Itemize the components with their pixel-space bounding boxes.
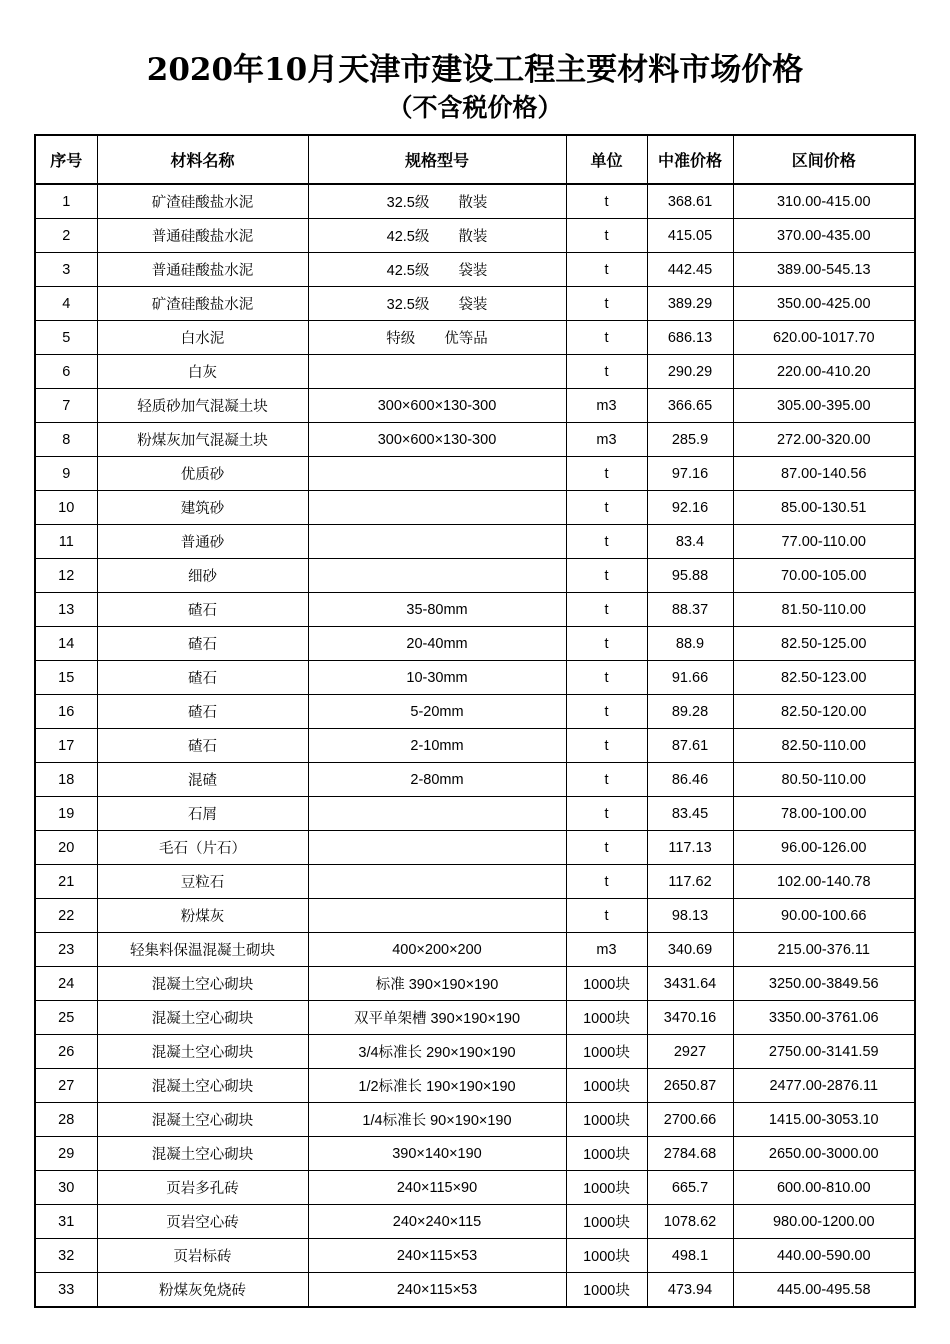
table-row (35, 1239, 915, 1273)
cell-material-name: 普通硅酸盐水泥 (97, 253, 308, 287)
table-row (35, 1205, 915, 1239)
cell-no: 32 (35, 1239, 97, 1273)
cell-unit: 1000块 (566, 1239, 647, 1273)
cell-unit: t (566, 661, 647, 695)
cell-spec: 2-80mm (308, 763, 566, 797)
cell-unit: m3 (566, 389, 647, 423)
cell-reference-price: 340.69 (647, 933, 733, 967)
cell-no: 26 (35, 1035, 97, 1069)
cell-reference-price: 498.1 (647, 1239, 733, 1273)
table-row (35, 899, 915, 933)
cell-reference-price: 3431.64 (647, 967, 733, 1001)
cell-spec (308, 865, 566, 899)
column-header-range: 区间价格 (733, 135, 915, 184)
cell-no: 2 (35, 219, 97, 253)
cell-price-range: 82.50-125.00 (733, 627, 915, 661)
cell-spec (308, 831, 566, 865)
cell-spec (308, 559, 566, 593)
cell-unit: m3 (566, 933, 647, 967)
cell-spec (308, 355, 566, 389)
cell-material-name: 轻集料保温混凝土砌块 (97, 933, 308, 967)
cell-reference-price: 2784.68 (647, 1137, 733, 1171)
cell-material-name: 优质砂 (97, 457, 308, 491)
cell-unit: t (566, 457, 647, 491)
cell-spec: 2-10mm (308, 729, 566, 763)
cell-reference-price: 83.45 (647, 797, 733, 831)
table-row (35, 865, 915, 899)
cell-spec: 300×600×130-300 (308, 423, 566, 457)
cell-no: 6 (35, 355, 97, 389)
table-row (35, 457, 915, 491)
cell-no: 18 (35, 763, 97, 797)
page-title: 2020年10月天津市建设工程主要材料市场价格 (146, 52, 804, 88)
cell-material-name: 页岩多孔砖 (97, 1171, 308, 1205)
price-table (34, 134, 916, 1308)
cell-price-range: 2650.00-3000.00 (733, 1137, 915, 1171)
cell-no: 20 (35, 831, 97, 865)
cell-reference-price: 95.88 (647, 559, 733, 593)
cell-spec: 240×240×115 (308, 1205, 566, 1239)
cell-price-range: 370.00-435.00 (733, 219, 915, 253)
table-row (35, 1273, 915, 1308)
cell-spec: 3/4标准长 290×190×190 (308, 1035, 566, 1069)
cell-reference-price: 665.7 (647, 1171, 733, 1205)
cell-spec: 特级 优等品 (308, 321, 566, 355)
cell-price-range: 96.00-126.00 (733, 831, 915, 865)
cell-price-range: 82.50-120.00 (733, 695, 915, 729)
cell-material-name: 碴石 (97, 695, 308, 729)
cell-price-range: 82.50-110.00 (733, 729, 915, 763)
cell-reference-price: 92.16 (647, 491, 733, 525)
table-row (35, 491, 915, 525)
table-row (35, 763, 915, 797)
cell-price-range: 85.00-130.51 (733, 491, 915, 525)
cell-no: 27 (35, 1069, 97, 1103)
cell-material-name: 细砂 (97, 559, 308, 593)
page-subtitle: （不含税价格） (387, 93, 563, 122)
cell-material-name: 混凝土空心砌块 (97, 1103, 308, 1137)
cell-material-name: 石屑 (97, 797, 308, 831)
cell-material-name: 碴石 (97, 729, 308, 763)
cell-price-range: 272.00-320.00 (733, 423, 915, 457)
cell-reference-price: 2927 (647, 1035, 733, 1069)
cell-reference-price: 83.4 (647, 525, 733, 559)
cell-material-name: 白灰 (97, 355, 308, 389)
cell-unit: t (566, 797, 647, 831)
table-row (35, 423, 915, 457)
cell-spec: 35-80mm (308, 593, 566, 627)
cell-no: 17 (35, 729, 97, 763)
cell-spec: 10-30mm (308, 661, 566, 695)
cell-reference-price: 285.9 (647, 423, 733, 457)
cell-spec: 42.5级 散装 (308, 219, 566, 253)
cell-spec: 42.5级 袋装 (308, 253, 566, 287)
cell-no: 3 (35, 253, 97, 287)
cell-price-range: 102.00-140.78 (733, 865, 915, 899)
table-row (35, 184, 915, 219)
column-header-price: 中准价格 (647, 135, 733, 184)
cell-reference-price: 473.94 (647, 1273, 733, 1308)
cell-no: 11 (35, 525, 97, 559)
cell-price-range: 215.00-376.11 (733, 933, 915, 967)
table-row (35, 253, 915, 287)
cell-unit: 1000块 (566, 1035, 647, 1069)
table-row (35, 1001, 915, 1035)
cell-material-name: 粉煤灰 (97, 899, 308, 933)
cell-unit: 1000块 (566, 1137, 647, 1171)
cell-unit: m3 (566, 423, 647, 457)
cell-unit: 1000块 (566, 1001, 647, 1035)
cell-material-name: 混凝土空心砌块 (97, 1069, 308, 1103)
cell-unit: 1000块 (566, 1171, 647, 1205)
cell-no: 13 (35, 593, 97, 627)
cell-reference-price: 686.13 (647, 321, 733, 355)
cell-material-name: 豆粒石 (97, 865, 308, 899)
cell-material-name: 矿渣硅酸盐水泥 (97, 287, 308, 321)
cell-unit: t (566, 729, 647, 763)
cell-material-name: 普通硅酸盐水泥 (97, 219, 308, 253)
column-header-name: 材料名称 (97, 135, 308, 184)
cell-no: 28 (35, 1103, 97, 1137)
cell-price-range: 620.00-1017.70 (733, 321, 915, 355)
table-row (35, 627, 915, 661)
cell-spec: 标准 390×190×190 (308, 967, 566, 1001)
cell-material-name: 碴石 (97, 593, 308, 627)
cell-reference-price: 86.46 (647, 763, 733, 797)
cell-reference-price: 1078.62 (647, 1205, 733, 1239)
cell-unit: 1000块 (566, 967, 647, 1001)
table-row (35, 933, 915, 967)
cell-reference-price: 415.05 (647, 219, 733, 253)
cell-spec: 240×115×53 (308, 1239, 566, 1273)
cell-price-range: 220.00-410.20 (733, 355, 915, 389)
cell-spec: 双平单架槽 390×190×190 (308, 1001, 566, 1035)
cell-spec (308, 457, 566, 491)
table-row (35, 1137, 915, 1171)
cell-unit: t (566, 253, 647, 287)
cell-spec: 32.5级 散装 (308, 184, 566, 219)
cell-spec: 20-40mm (308, 627, 566, 661)
cell-spec: 32.5级 袋装 (308, 287, 566, 321)
cell-no: 29 (35, 1137, 97, 1171)
column-header-spec: 规格型号 (308, 135, 566, 184)
cell-no: 9 (35, 457, 97, 491)
cell-reference-price: 2700.66 (647, 1103, 733, 1137)
table-row (35, 661, 915, 695)
cell-reference-price: 368.61 (647, 184, 733, 219)
table-body (35, 184, 915, 1307)
cell-reference-price: 117.62 (647, 865, 733, 899)
cell-no: 31 (35, 1205, 97, 1239)
cell-price-range: 87.00-140.56 (733, 457, 915, 491)
cell-material-name: 混凝土空心砌块 (97, 1035, 308, 1069)
cell-price-range: 600.00-810.00 (733, 1171, 915, 1205)
table-header-row (35, 135, 915, 184)
cell-material-name: 碴石 (97, 627, 308, 661)
table-row (35, 1103, 915, 1137)
table-row (35, 797, 915, 831)
cell-no: 25 (35, 1001, 97, 1035)
cell-price-range: 82.50-123.00 (733, 661, 915, 695)
table-row (35, 219, 915, 253)
table-row (35, 593, 915, 627)
cell-material-name: 混凝土空心砌块 (97, 1137, 308, 1171)
cell-price-range: 80.50-110.00 (733, 763, 915, 797)
cell-unit: t (566, 184, 647, 219)
cell-no: 21 (35, 865, 97, 899)
cell-spec: 240×115×90 (308, 1171, 566, 1205)
cell-no: 23 (35, 933, 97, 967)
cell-spec (308, 525, 566, 559)
cell-reference-price: 117.13 (647, 831, 733, 865)
cell-spec: 240×115×53 (308, 1273, 566, 1308)
cell-material-name: 轻质砂加气混凝土块 (97, 389, 308, 423)
table-row (35, 287, 915, 321)
cell-price-range: 305.00-395.00 (733, 389, 915, 423)
cell-unit: t (566, 593, 647, 627)
cell-no: 24 (35, 967, 97, 1001)
cell-reference-price: 97.16 (647, 457, 733, 491)
cell-unit: t (566, 627, 647, 661)
cell-unit: t (566, 695, 647, 729)
cell-spec (308, 491, 566, 525)
cell-material-name: 普通砂 (97, 525, 308, 559)
table-row (35, 967, 915, 1001)
table-row (35, 559, 915, 593)
cell-unit: t (566, 491, 647, 525)
cell-price-range: 90.00-100.66 (733, 899, 915, 933)
cell-reference-price: 89.28 (647, 695, 733, 729)
cell-no: 14 (35, 627, 97, 661)
cell-price-range: 1415.00-3053.10 (733, 1103, 915, 1137)
table-row (35, 389, 915, 423)
cell-no: 12 (35, 559, 97, 593)
cell-price-range: 77.00-110.00 (733, 525, 915, 559)
cell-unit: t (566, 355, 647, 389)
cell-material-name: 碴石 (97, 661, 308, 695)
cell-spec (308, 797, 566, 831)
cell-spec: 1/4标准长 90×190×190 (308, 1103, 566, 1137)
cell-material-name: 混凝土空心砌块 (97, 1001, 308, 1035)
cell-spec: 400×200×200 (308, 933, 566, 967)
cell-unit: t (566, 219, 647, 253)
cell-reference-price: 442.45 (647, 253, 733, 287)
cell-no: 5 (35, 321, 97, 355)
cell-material-name: 页岩空心砖 (97, 1205, 308, 1239)
cell-price-range: 2750.00-3141.59 (733, 1035, 915, 1069)
cell-reference-price: 91.66 (647, 661, 733, 695)
cell-price-range: 440.00-590.00 (733, 1239, 915, 1273)
cell-unit: t (566, 287, 647, 321)
cell-material-name: 粉煤灰免烧砖 (97, 1273, 308, 1308)
cell-no: 1 (35, 184, 97, 219)
cell-price-range: 310.00-415.00 (733, 184, 915, 219)
cell-price-range: 70.00-105.00 (733, 559, 915, 593)
cell-price-range: 445.00-495.58 (733, 1273, 915, 1308)
table-row (35, 695, 915, 729)
column-header-no: 序号 (35, 135, 97, 184)
cell-no: 8 (35, 423, 97, 457)
cell-unit: t (566, 525, 647, 559)
cell-spec: 5-20mm (308, 695, 566, 729)
cell-unit: t (566, 865, 647, 899)
cell-unit: 1000块 (566, 1069, 647, 1103)
table-row (35, 525, 915, 559)
cell-material-name: 建筑砂 (97, 491, 308, 525)
table-row (35, 729, 915, 763)
table-row (35, 1069, 915, 1103)
cell-price-range: 980.00-1200.00 (733, 1205, 915, 1239)
cell-no: 22 (35, 899, 97, 933)
cell-unit: t (566, 763, 647, 797)
cell-material-name: 页岩标砖 (97, 1239, 308, 1273)
cell-spec: 390×140×190 (308, 1137, 566, 1171)
cell-unit: t (566, 321, 647, 355)
cell-no: 10 (35, 491, 97, 525)
table-row (35, 1035, 915, 1069)
cell-unit: t (566, 559, 647, 593)
cell-no: 16 (35, 695, 97, 729)
cell-spec: 1/2标准长 190×190×190 (308, 1069, 566, 1103)
cell-material-name: 粉煤灰加气混凝土块 (97, 423, 308, 457)
cell-unit: t (566, 831, 647, 865)
cell-reference-price: 88.9 (647, 627, 733, 661)
cell-unit: 1000块 (566, 1273, 647, 1308)
cell-material-name: 矿渣硅酸盐水泥 (97, 184, 308, 219)
table-row (35, 321, 915, 355)
cell-price-range: 350.00-425.00 (733, 287, 915, 321)
cell-price-range: 389.00-545.13 (733, 253, 915, 287)
cell-material-name: 毛石（片石） (97, 831, 308, 865)
cell-material-name: 白水泥 (97, 321, 308, 355)
cell-spec (308, 899, 566, 933)
cell-price-range: 3350.00-3761.06 (733, 1001, 915, 1035)
cell-reference-price: 290.29 (647, 355, 733, 389)
cell-reference-price: 2650.87 (647, 1069, 733, 1103)
cell-unit: 1000块 (566, 1103, 647, 1137)
column-header-unit: 单位 (566, 135, 647, 184)
cell-unit: 1000块 (566, 1205, 647, 1239)
cell-no: 4 (35, 287, 97, 321)
cell-reference-price: 87.61 (647, 729, 733, 763)
cell-no: 7 (35, 389, 97, 423)
cell-price-range: 81.50-110.00 (733, 593, 915, 627)
cell-unit: t (566, 899, 647, 933)
cell-no: 15 (35, 661, 97, 695)
table-row (35, 1171, 915, 1205)
cell-price-range: 78.00-100.00 (733, 797, 915, 831)
cell-reference-price: 389.29 (647, 287, 733, 321)
cell-price-range: 3250.00-3849.56 (733, 967, 915, 1001)
cell-material-name: 混凝土空心砌块 (97, 967, 308, 1001)
cell-no: 30 (35, 1171, 97, 1205)
cell-price-range: 2477.00-2876.11 (733, 1069, 915, 1103)
cell-spec: 300×600×130-300 (308, 389, 566, 423)
cell-reference-price: 3470.16 (647, 1001, 733, 1035)
cell-no: 19 (35, 797, 97, 831)
cell-reference-price: 88.37 (647, 593, 733, 627)
cell-reference-price: 366.65 (647, 389, 733, 423)
table-row (35, 355, 915, 389)
cell-material-name: 混碴 (97, 763, 308, 797)
table-row (35, 831, 915, 865)
cell-reference-price: 98.13 (647, 899, 733, 933)
cell-no: 33 (35, 1273, 97, 1308)
